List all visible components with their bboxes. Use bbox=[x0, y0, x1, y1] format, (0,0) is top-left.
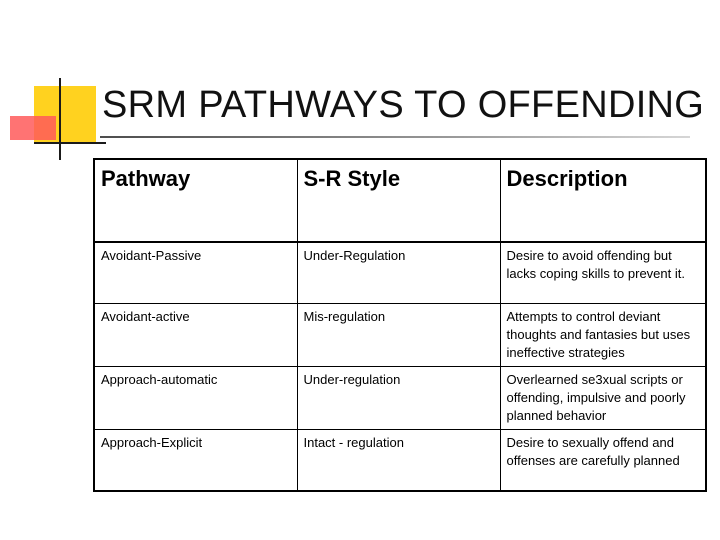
header-pathway: Pathway bbox=[94, 159, 297, 242]
corner-ornament-red-bar bbox=[10, 116, 56, 140]
cell-sr-style: Intact - regulation bbox=[297, 430, 500, 492]
cell-sr-style: Mis-regulation bbox=[297, 304, 500, 367]
cell-pathway: Approach-Explicit bbox=[94, 430, 297, 492]
cell-description: Desire to avoid offending but lacks coping skills to prevent it. bbox=[500, 242, 706, 304]
header-sr-style: S-R Style bbox=[297, 159, 500, 242]
pathways-table bbox=[93, 158, 707, 492]
cell-pathway: Avoidant-active bbox=[94, 304, 297, 367]
title-underline bbox=[100, 136, 690, 138]
header-description: Description bbox=[500, 159, 706, 242]
corner-ornament-vertical-line bbox=[59, 78, 61, 160]
cell-pathway: Approach-automatic bbox=[94, 367, 297, 430]
table-row bbox=[94, 430, 706, 492]
cell-description: Desire to sexually offend and offenses are carefully planned bbox=[500, 430, 706, 492]
table-row bbox=[94, 242, 706, 304]
corner-ornament-horizontal-line bbox=[34, 142, 106, 144]
cell-description: Overlearned se3xual scripts or offending, impulsive and poorly planned behavior bbox=[500, 367, 706, 430]
cell-sr-style: Under-Regulation bbox=[297, 242, 500, 304]
cell-pathway: Avoidant-Passive bbox=[94, 242, 297, 304]
table-row bbox=[94, 367, 706, 430]
slide-title: SRM PATHWAYS TO OFFENDING bbox=[102, 84, 705, 126]
cell-description: Attempts to control deviant thoughts and fantasies but uses ineffective strategies bbox=[500, 304, 706, 367]
table-row bbox=[94, 304, 706, 367]
cell-sr-style: Under-regulation bbox=[297, 367, 500, 430]
table-header-row bbox=[94, 159, 706, 242]
